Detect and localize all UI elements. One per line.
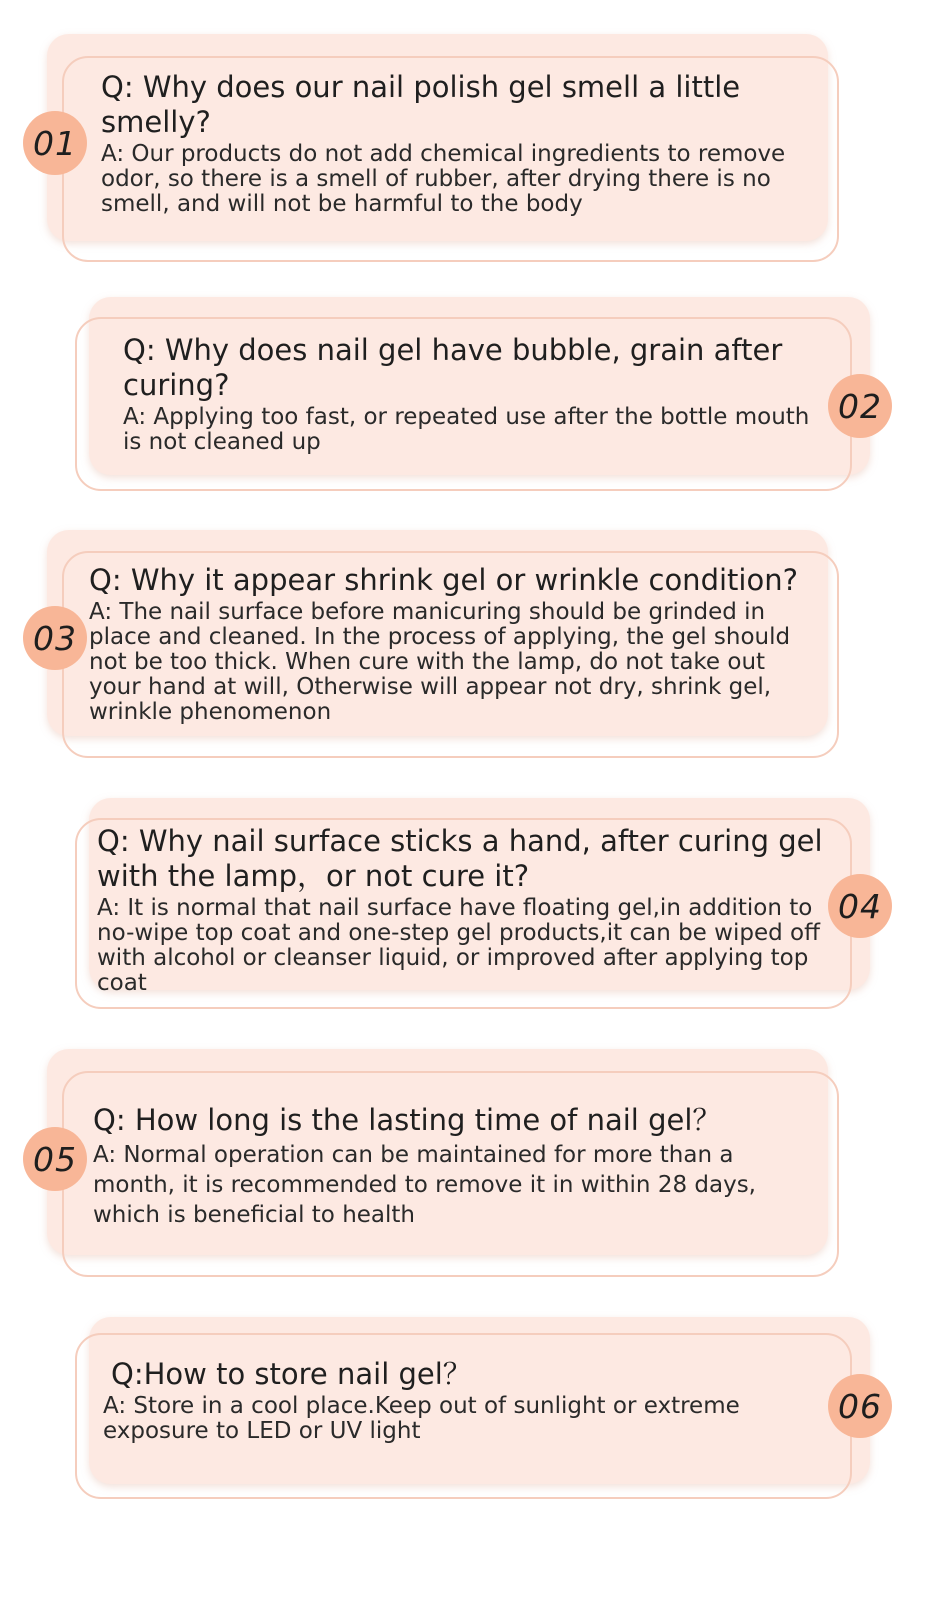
faq-question: Q: Why does our nail polish gel smell a little smelly?	[101, 70, 741, 139]
faq-question: Q: Why does nail gel have bubble, grain after curing?	[123, 333, 783, 402]
faq-answer: A: Store in a cool place.Keep out of sunlight or extreme exposure to LED or UV light	[103, 1393, 740, 1444]
faq-text	[101, 70, 801, 217]
faq-question: Q: Why nail surface sticks a hand, after curing gel with the lamp，or not cure it?	[97, 824, 823, 893]
faq-answer: A: Our products do not add chemical ingredients to remove odor, so there is a smell of rubber, after drying there is no smell, and will not be harmful to the body	[101, 141, 786, 217]
faq-answer: A: Normal operation can be maintained for more than a month, it is recommended to remove it in within 28 days, which is beneficial to health	[93, 1142, 756, 1228]
faq-number-badge: 05	[23, 1127, 87, 1191]
faq-answer: A: Applying too fast, or repeated use after the bottle mouth is not cleaned up	[123, 404, 810, 455]
faq-text	[89, 563, 817, 725]
faq-text	[123, 333, 823, 455]
faq-question: Q: How long is the lasting time of nail gel？	[93, 1103, 722, 1137]
faq-question: Q:How to store nail gel？	[111, 1357, 472, 1391]
faq-answer: A: It is normal that nail surface have floating gel,in addition to no-wipe top coat and one-step gel products,it can be wiped off with alcohol or cleanser liquid, or improved after applying top coat	[97, 895, 820, 996]
faq-text	[97, 824, 847, 996]
faq-number-badge: 03	[23, 606, 87, 670]
faq-number-badge: 04	[828, 874, 892, 938]
faq-number-badge: 06	[828, 1374, 892, 1438]
faq-text	[93, 1103, 808, 1230]
faq-number-badge: 01	[23, 111, 87, 175]
faq-number-badge: 02	[828, 374, 892, 438]
faq-question: Q: Why it appear shrink gel or wrinkle condition?	[89, 563, 798, 597]
faq-text	[103, 1357, 838, 1444]
faq-answer: A: The nail surface before manicuring should be grinded in place and cleaned. In the process of applying, the gel should not be too thick. When cure with the lamp, do not take out your hand at will, Otherwise will appear not dry, shrink gel, wrinkle phenomenon	[89, 599, 791, 725]
